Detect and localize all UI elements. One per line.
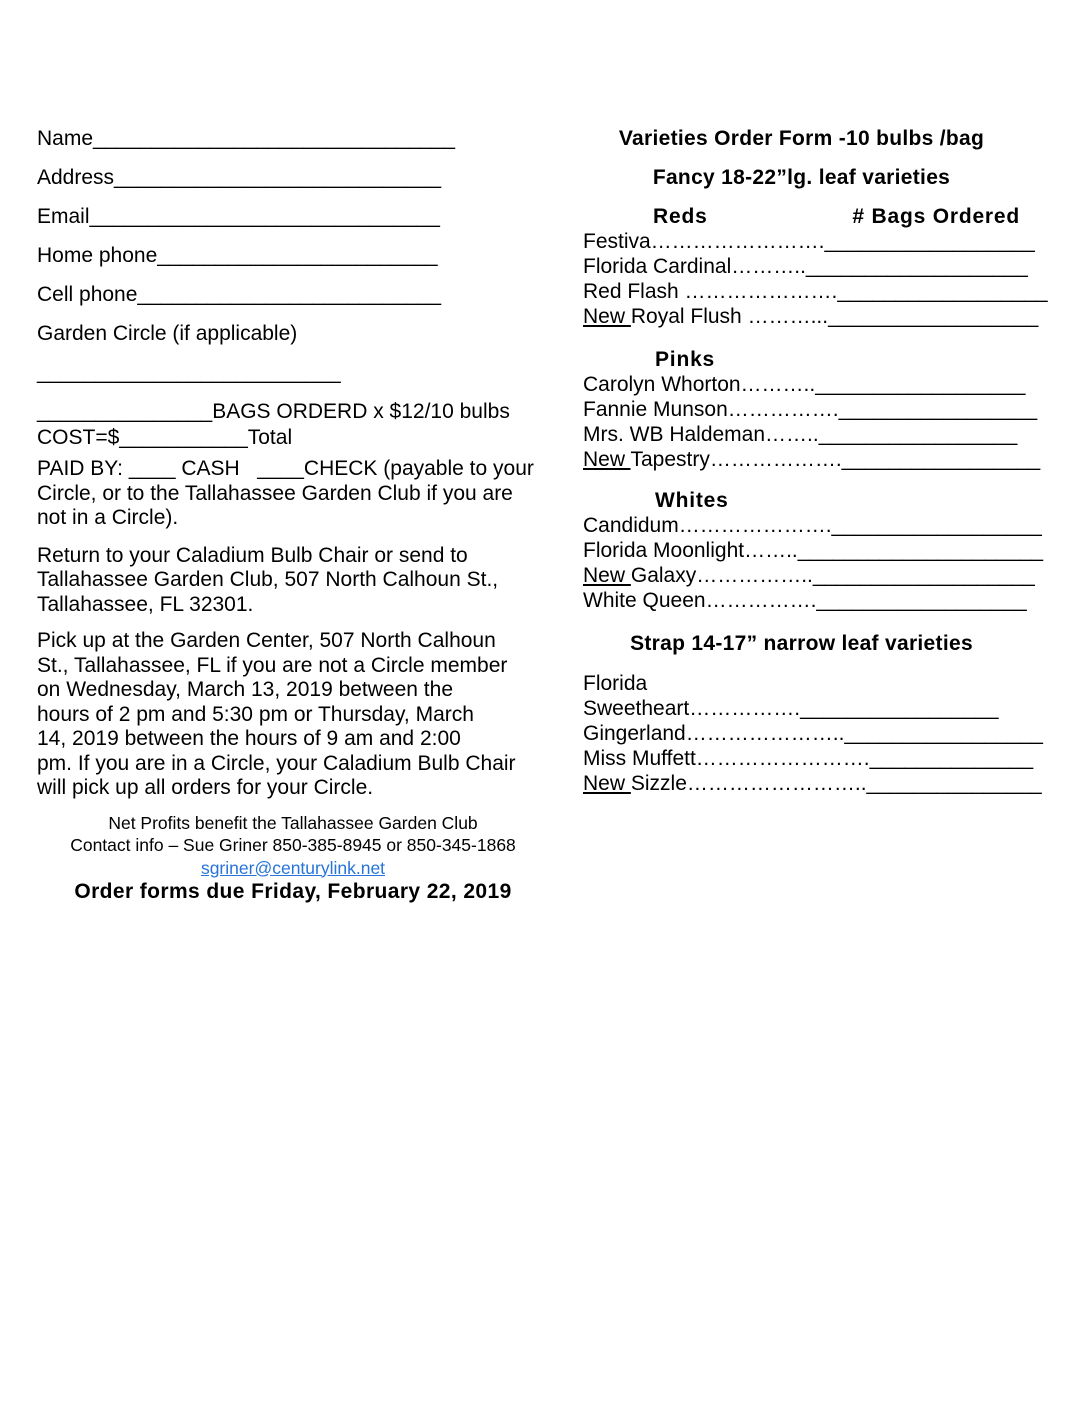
bags-ordered-header: # Bags Ordered (852, 205, 1020, 228)
whites-rows (583, 513, 1044, 613)
variety-row-text: Festiva…………………….__________________ (583, 230, 1035, 253)
variety-row-text: Sweetheart……………._________________ (583, 697, 999, 720)
paragraph-line: on Wednesday, March 13, 2019 between the (37, 678, 454, 701)
right-column (583, 0, 1048, 796)
variety-row-text: Florida Cardinal………..___________________ (583, 255, 1028, 278)
variety-row-text: Mrs. WB Haldeman…….._________________ (583, 423, 1018, 446)
paragraph-line: hours of 2 pm and 5:30 pm or Thursday, March (37, 702, 474, 726)
form-line-address: Address____________________________ (37, 166, 442, 189)
reds-header-row (583, 204, 1020, 229)
variety-row-text: Miss Muffett…………………….______________ (583, 747, 1034, 770)
bags-ordered-line: _______________BAGS ORDERD x $12/10 bulbs (37, 400, 510, 423)
paragraph-line: Circle, or to the Tallahassee Garden Club if you are (37, 481, 513, 505)
variety-row-text: Candidum………………….__________________ (583, 514, 1042, 537)
email-link-line (37, 857, 549, 880)
variety-row-tapestry (583, 447, 1041, 472)
paragraph-line: not in a Circle). (37, 506, 179, 529)
strap-title: Strap 14-17” narrow leaf varieties (630, 632, 973, 655)
order-total-block (37, 399, 549, 451)
variety-row-text: Carolyn Whorton………..__________________ (583, 373, 1026, 396)
variety-row-text: White Queen…………….__________________ (583, 589, 1027, 612)
variety-row-text: Sizzle…………………….._______________ (630, 772, 1042, 795)
paragraph-line: pm. If you are in a Circle, your Caladium Bulb Chair (37, 751, 516, 775)
form-line-home-phone: Home phone________________________ (37, 244, 438, 267)
email-link[interactable]: sgriner@centurylink.net (200, 857, 386, 878)
variety-row-gingerland (583, 721, 1043, 746)
reds-header: Reds (653, 205, 708, 228)
contact-info: Contact info – Sue Griner 850-385-8945 or 850-345-1868 (70, 835, 516, 855)
variety-row-text: Tapestry………………._________________ (630, 448, 1041, 471)
variety-row-florida-sweetheart-wrap: Florida (583, 672, 648, 695)
cost-total-line: COST=$___________Total (37, 426, 293, 449)
due-date-line: Order forms due Friday, February 22, 2019 (74, 880, 512, 903)
pickup-instructions-paragraph (37, 629, 549, 801)
left-column (37, 0, 549, 904)
fancy-subtitle: Fancy 18-22”lg. leaf varieties (652, 166, 951, 189)
new-label: New (583, 772, 631, 795)
variety-row-white-queen (583, 588, 1027, 613)
paragraph-line: Tallahassee Garden Club, 507 North Calhoun St., (37, 568, 499, 591)
form-line-email: Email______________________________ (37, 205, 440, 228)
pinks-header: Pinks (655, 348, 716, 371)
paragraph-line: Pick up at the Garden Center, 507 North Calhoun (37, 629, 496, 652)
paragraph-line: PAID BY: ____ CASH ____CHECK (payable to your (37, 457, 534, 480)
new-label: New (583, 564, 631, 587)
form-line-name: Name_______________________________ (37, 127, 456, 150)
paid-by-paragraph (37, 457, 549, 531)
variety-row-royal-flush (583, 304, 1039, 329)
variety-row-galaxy (583, 563, 1035, 588)
variety-row-florida-cardinal (583, 254, 1028, 279)
variety-row-candidum (583, 513, 1042, 538)
form-line-cell-phone: Cell phone__________________________ (37, 283, 442, 306)
new-label: New (583, 305, 631, 328)
variety-row-red-flash (583, 279, 1048, 304)
form-line-garden-circle-blank: __________________________ (37, 361, 341, 384)
paragraph-line: Return to your Caladium Bulb Chair or send to (37, 543, 468, 567)
footer-block (37, 812, 549, 905)
reds-rows (583, 229, 1048, 329)
varieties-title: Varieties Order Form -10 bulbs /bag (618, 127, 985, 150)
variety-row-carolyn-whorton (583, 372, 1026, 397)
variety-row-sweetheart (583, 696, 1020, 721)
variety-row-text: Fannie Munson……………._________________ (583, 398, 1038, 421)
variety-row-sizzle (583, 771, 1042, 796)
variety-row-text: Florida Moonlight…….._____________________ (583, 539, 1044, 562)
variety-row-mrs-wb-haldeman (583, 422, 1020, 447)
new-label: New (583, 448, 631, 471)
paragraph-line: 14, 2019 between the hours of 9 am and 2:00 (37, 727, 461, 750)
variety-row-text: Royal Flush ………...__________________ (630, 305, 1039, 328)
variety-row-text: Gingerland………………….._________________ (583, 722, 1043, 745)
variety-row-miss-muffett (583, 746, 1034, 771)
variety-row-florida-moonlight (583, 538, 1044, 563)
form-line-garden-circle: Garden Circle (if applicable) (37, 322, 298, 345)
variety-row-text: Red Flash ………………….__________________ (583, 280, 1048, 303)
paragraph-line: St., Tallahassee, FL if you are not a Circle member (37, 653, 508, 677)
variety-row-text: Galaxy……………..___________________ (630, 564, 1035, 587)
strap-rows (583, 671, 1043, 796)
paragraph-line: will pick up all orders for your Circle. (37, 776, 374, 799)
net-profits-note: Net Profits benefit the Tallahassee Garden Club (108, 812, 478, 833)
variety-row-festiva (583, 229, 1035, 254)
whites-header: Whites (655, 489, 729, 512)
return-instructions-paragraph (37, 544, 549, 618)
pinks-rows (583, 372, 1041, 472)
paragraph-line: Tallahassee, FL 32301. (37, 592, 254, 616)
variety-row-fannie-munson (583, 397, 1038, 422)
